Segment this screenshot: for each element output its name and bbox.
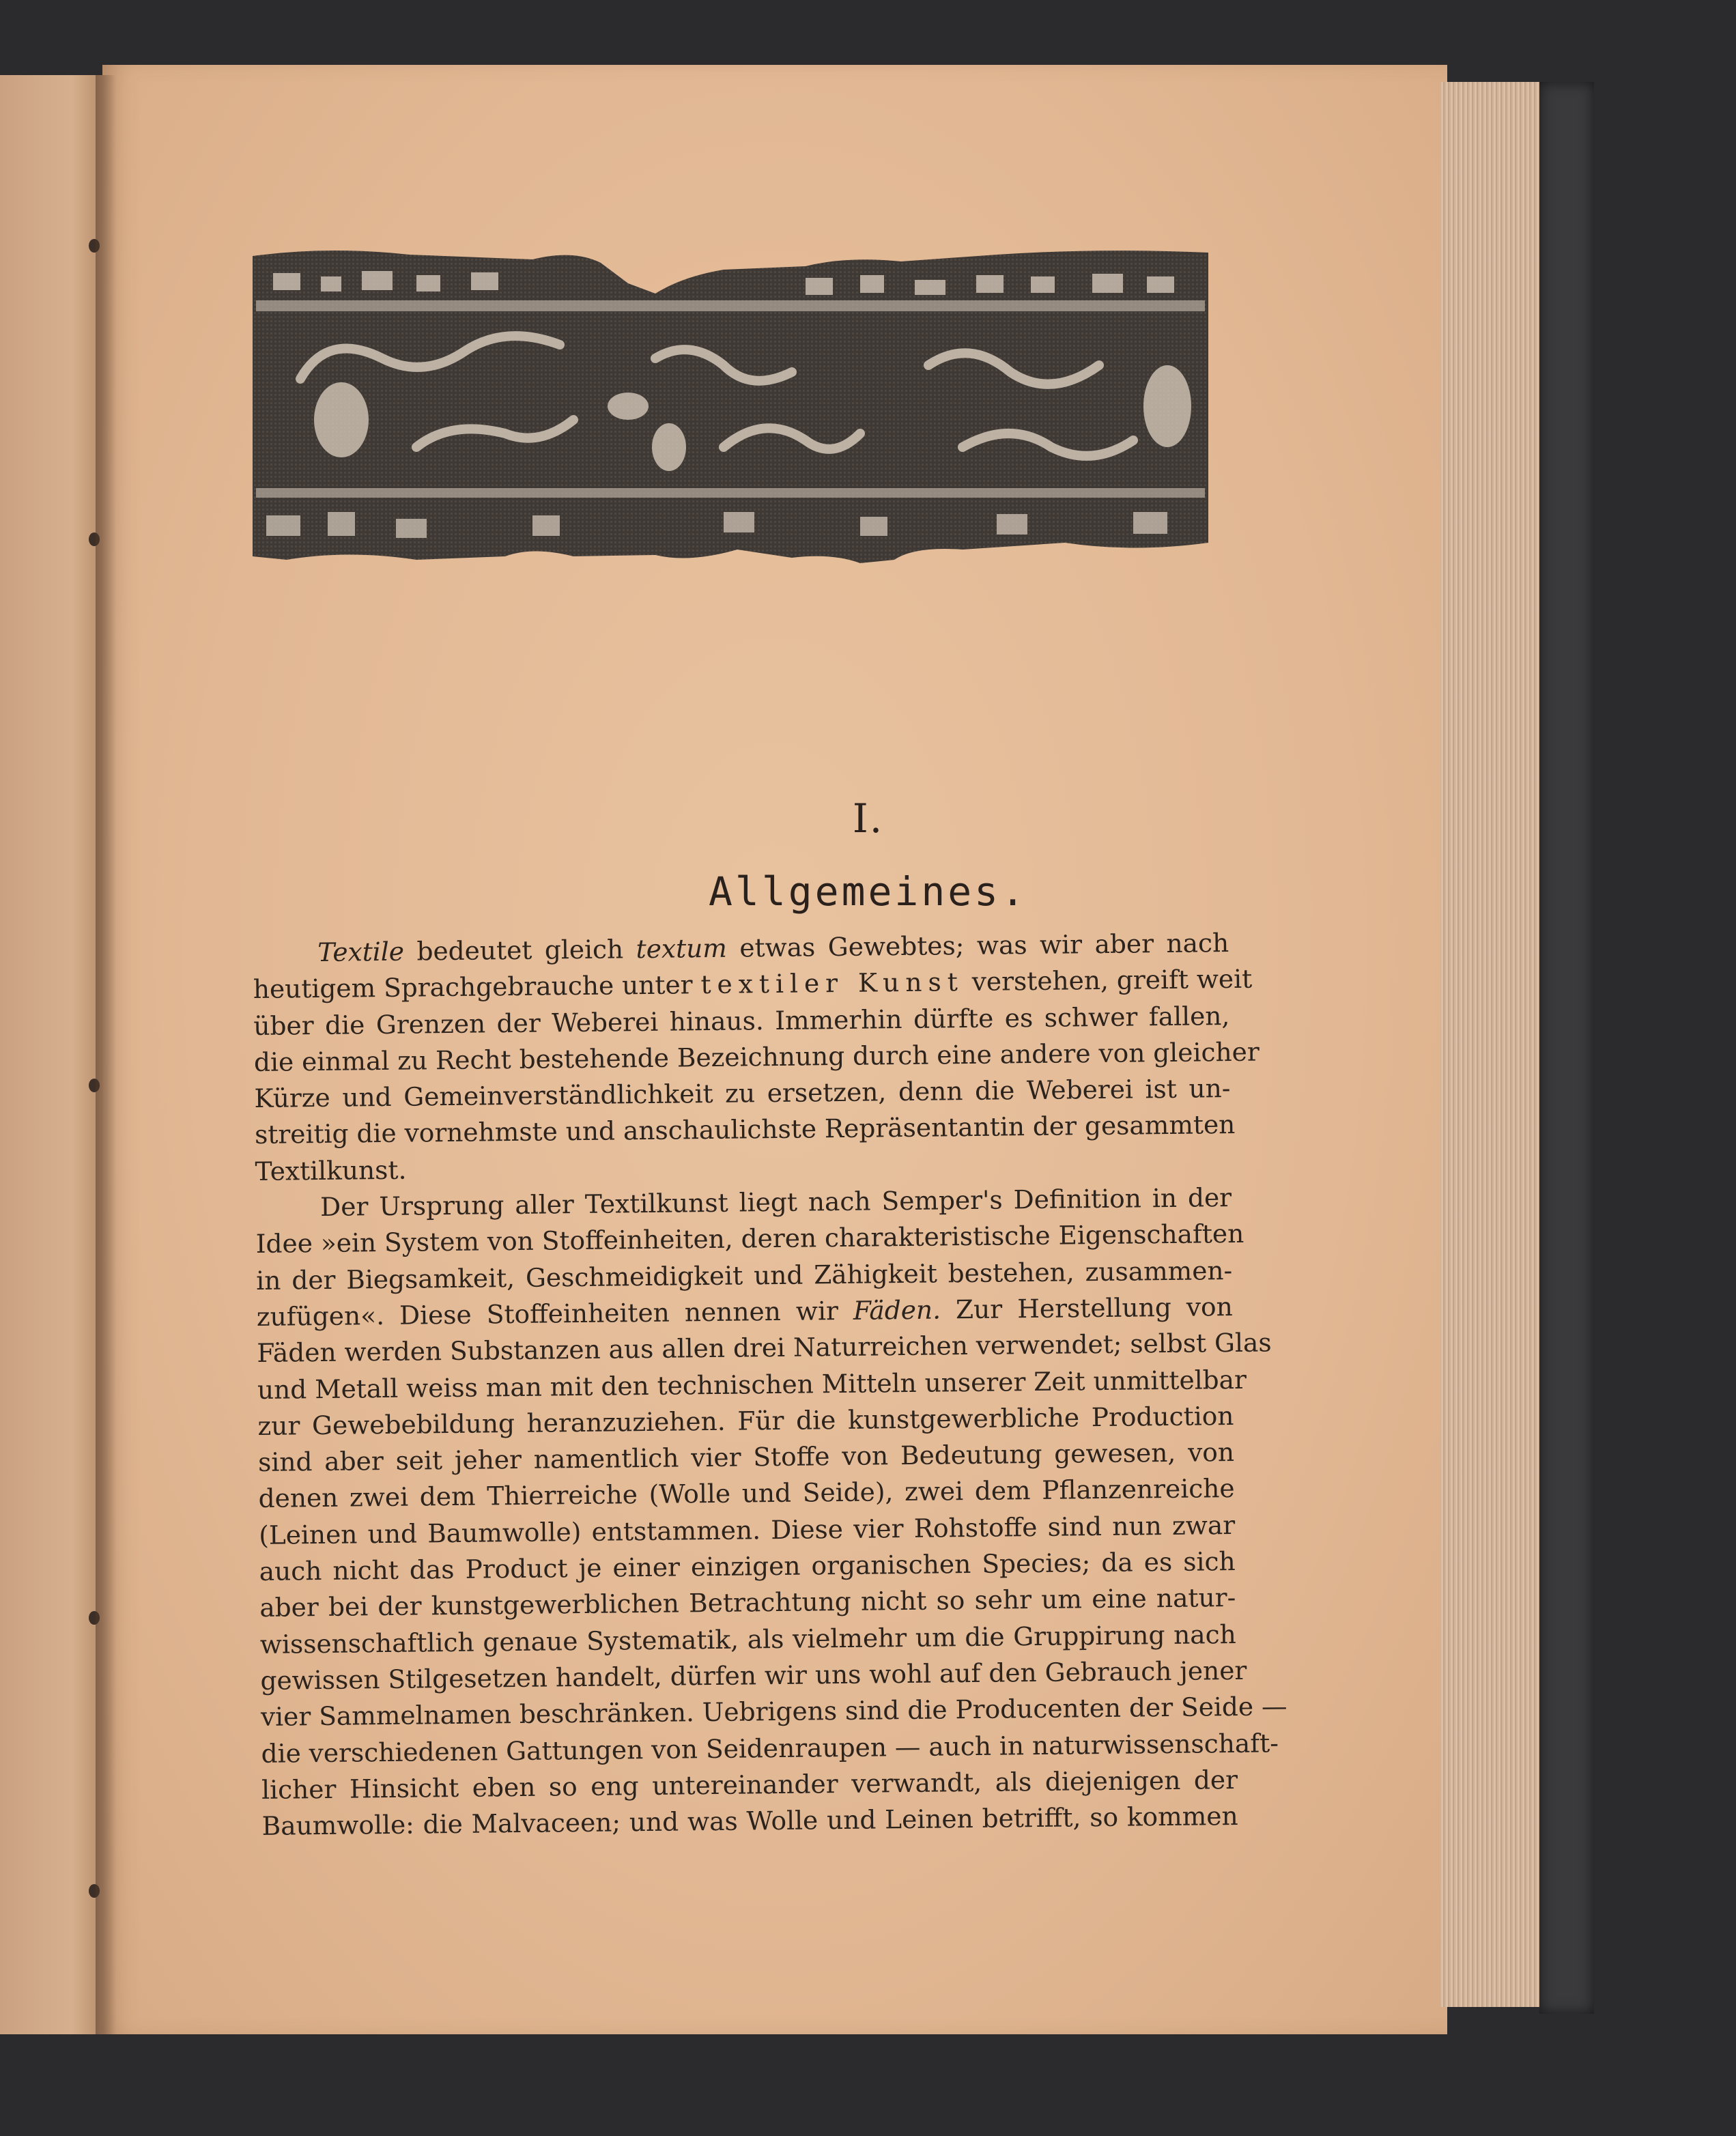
text-line: (Leinen und Baumwolle) entstammen. Diese vier Rohstoffe sind nun zwar xyxy=(258,1509,1236,1550)
text-line: die einmal zu Recht bestehende Bezeichnung durch eine andere von gleicher xyxy=(253,1036,1260,1077)
text-line: in der Biegsamkeit, Geschmeidigkeit und Zähigkeit bestehen, zusammen- xyxy=(256,1255,1233,1296)
text-line: zur Gewebebildung heranzuziehen. Für die kunstgewerbliche Production xyxy=(257,1400,1234,1441)
text-line: vier Sammelnamen beschränken. Uebrigens sind die Producenten der Seide — xyxy=(260,1691,1287,1733)
ornamental-textile-fragment-icon xyxy=(246,242,1215,570)
chapter-number: I. xyxy=(852,795,884,842)
spaced-emphasis: textiler Kunst xyxy=(700,967,965,1000)
text-line: über die Grenzen der Weberei hinaus. Immerhin dürfte es schwer fallen, xyxy=(253,1000,1230,1041)
text-line: sind aber seit jeher namentlich vier Stoffe von Bedeutung gewesen, von xyxy=(257,1437,1235,1478)
text-run: verstehen, greift weit xyxy=(963,963,1253,997)
left-page-edge xyxy=(0,75,102,2034)
text-line: und Metall weiss man mit den technischen Mitteln unserer Zeit unmittelbar xyxy=(257,1364,1247,1405)
text-line: Kürze und Gemeinverständlichkeit zu ersetzen, denn die Weberei ist un- xyxy=(254,1073,1231,1114)
text-run: Zur Herstellung von xyxy=(940,1291,1233,1325)
text-run: etwas Gewebtes; was wir aber nach xyxy=(726,928,1229,963)
text-line: wissenschaftlich genaue Systematik, als vielmehr um die Gruppirung nach xyxy=(259,1619,1237,1660)
emphasis: textum xyxy=(636,932,728,965)
text-run: bedeutet gleich xyxy=(403,934,636,967)
text-line: Textilkunst. xyxy=(255,1154,407,1186)
text-line: aber bei der kunstgewerblichen Betrachtung nicht so sehr um eine natur- xyxy=(259,1582,1236,1623)
text-run: heutigem Sprachgebrauche unter xyxy=(253,969,701,1005)
text-line: Baumwolle: die Malvaceen; und was Wolle und Leinen betrifft, so kommen xyxy=(261,1801,1238,1842)
text-line: denen zwei dem Thierreiche (Wolle und Seide), zwei dem Pflanzenreiche xyxy=(258,1473,1235,1514)
text-line: Der Ursprung aller Textilkunst liegt nach Semper's Definition in der xyxy=(319,1182,1232,1223)
text-line: Fäden werden Substanzen aus allen drei Naturreichen verwendet; selbst Glas xyxy=(257,1327,1272,1369)
emphasis: Fäden. xyxy=(853,1294,941,1326)
book-cover-edge xyxy=(1539,82,1594,2014)
text-line: gewissen Stilgesetzen handelt, dürfen wir uns wohl auf den Gebrauch jener xyxy=(260,1655,1247,1696)
text-run: zufügen«. Diese Stoffeinheiten nennen wir xyxy=(256,1295,854,1332)
text-line: Idee »ein System von Stoffeinheiten, deren charakteristische Eigenschaften xyxy=(255,1219,1244,1259)
emphasis: Textile xyxy=(317,936,405,968)
chapter-title: Allgemeines. xyxy=(708,868,1028,915)
text-line: auch nicht das Product je einer einzigen organischen Species; da es sich xyxy=(259,1546,1236,1586)
page-block-edges xyxy=(1440,82,1543,2007)
text-line: die verschiedenen Gattungen von Seidenraupen — auch in naturwissenschaft- xyxy=(261,1727,1279,1769)
textile-fragment-illustration xyxy=(246,242,1215,570)
text-line: licher Hinsicht eben so eng untereinander verwandt, als diejenigen der xyxy=(261,1764,1238,1805)
text-line: streitig die vornehmste und anschaulichste Repräsentantin der gesammten xyxy=(254,1109,1236,1150)
page-gutter-shadow xyxy=(96,75,116,2034)
body-text xyxy=(253,925,1287,1845)
